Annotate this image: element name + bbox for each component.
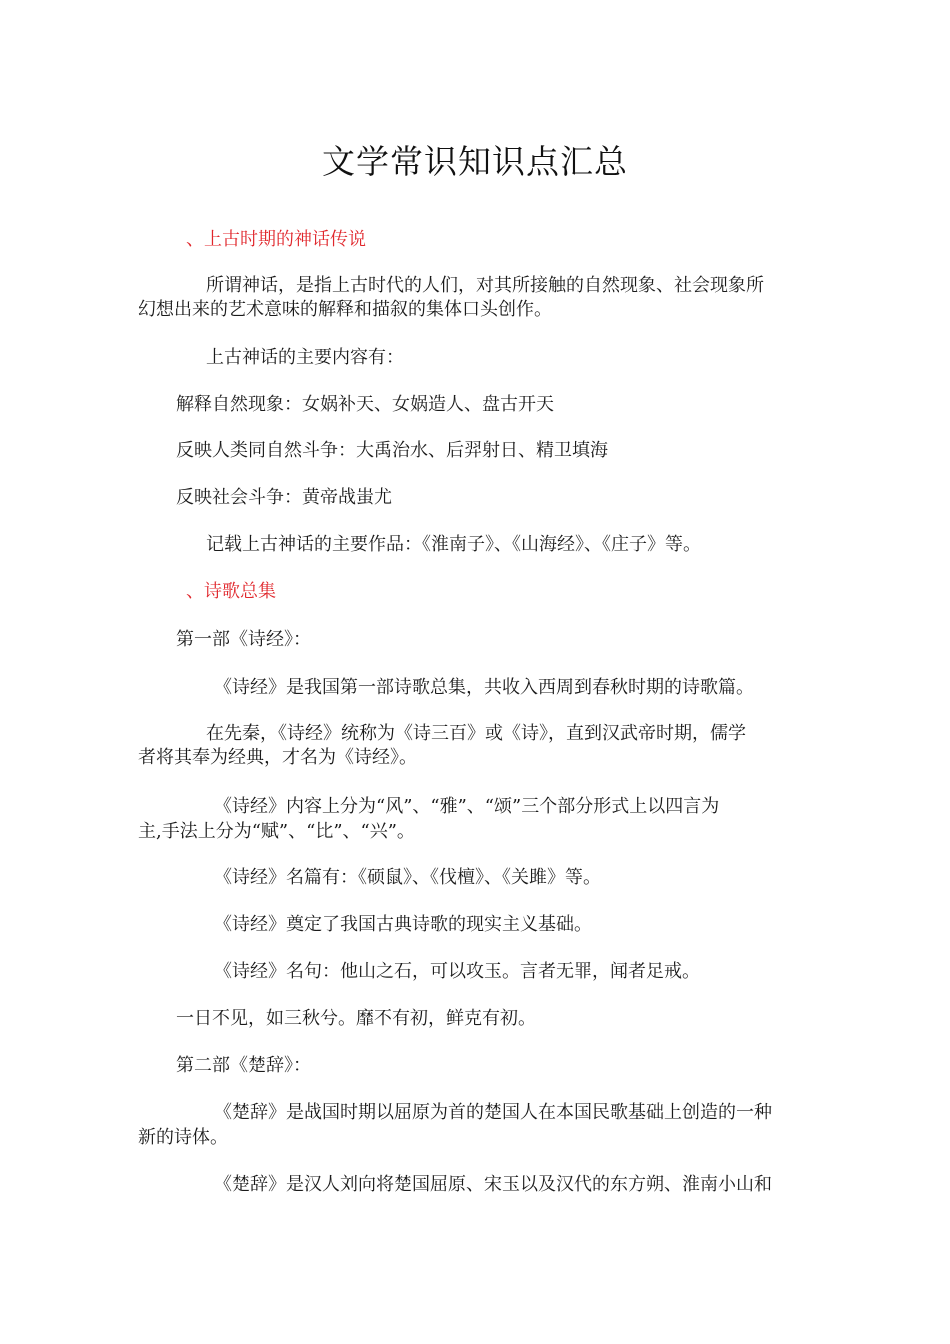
paragraph-line: 在先秦，《诗经》统称为《诗三百》或《诗》，直到汉武帝时期，儒学 bbox=[206, 723, 746, 744]
paragraph-line: 记载上古神话的主要作品：《淮南子》、《山海经》、《庄子》等。 bbox=[206, 534, 701, 555]
paragraph-line: 《楚辞》是汉人刘向将楚国屈原、宋玉以及汉代的东方朔、淮南小山和 bbox=[214, 1174, 772, 1195]
paragraph-line: 者将其奉为经典，才名为《诗经》。 bbox=[138, 747, 417, 768]
paragraph-line: 新的诗体。 bbox=[138, 1127, 228, 1148]
paragraph-line: 《诗经》名篇有：《硕鼠》、《伐檀》、《关雎》等。 bbox=[214, 867, 601, 888]
paragraph-line: 反映人类同自然斗争：大禹治水、后羿射日、精卫填海 bbox=[176, 440, 608, 461]
paragraph-line: 幻想出来的艺术意味的解释和描叙的集体口头创作。 bbox=[138, 299, 552, 320]
paragraph-line: 反映社会斗争：黄帝战蚩尤 bbox=[176, 487, 392, 508]
section-heading-myths: 、上古时期的神话传说 bbox=[186, 229, 366, 250]
paragraph-line: 《诗经》奠定了我国古典诗歌的现实主义基础。 bbox=[214, 914, 592, 935]
paragraph-line: 《诗经》名句：他山之石，可以攻玉。言者无罪，闻者足戒。 bbox=[214, 961, 700, 982]
paragraph-line: 上古神话的主要内容有： bbox=[206, 347, 404, 368]
paragraph-line: 第二部《楚辞》： bbox=[176, 1055, 311, 1076]
paragraph-line: 《诗经》内容上分为“风”、“雅”、“颂”三个部分形式上以四言为 bbox=[214, 796, 720, 817]
paragraph-line: 第一部《诗经》： bbox=[176, 629, 311, 650]
paragraph-line: 所谓神话，是指上古时代的人们，对其所接触的自然现象、社会现象所 bbox=[206, 275, 764, 296]
paragraph-line: 一日不见，如三秋兮。靡不有初，鲜克有初。 bbox=[176, 1008, 536, 1029]
section-heading-poetry: 、诗歌总集 bbox=[186, 581, 276, 602]
page-title: 文学常识知识点汇总 bbox=[322, 142, 628, 181]
paragraph-line: 《楚辞》是战国时期以屈原为首的楚国人在本国民歌基础上创造的一种 bbox=[214, 1102, 772, 1123]
paragraph-line: 主,手法上分为“赋”、“比”、“兴”。 bbox=[138, 821, 415, 842]
paragraph-line: 解释自然现象：女娲补天、女娲造人、盘古开天 bbox=[176, 394, 554, 415]
paragraph-line: 《诗经》是我国第一部诗歌总集，共收入西周到春秋时期的诗歌篇。 bbox=[214, 677, 754, 698]
